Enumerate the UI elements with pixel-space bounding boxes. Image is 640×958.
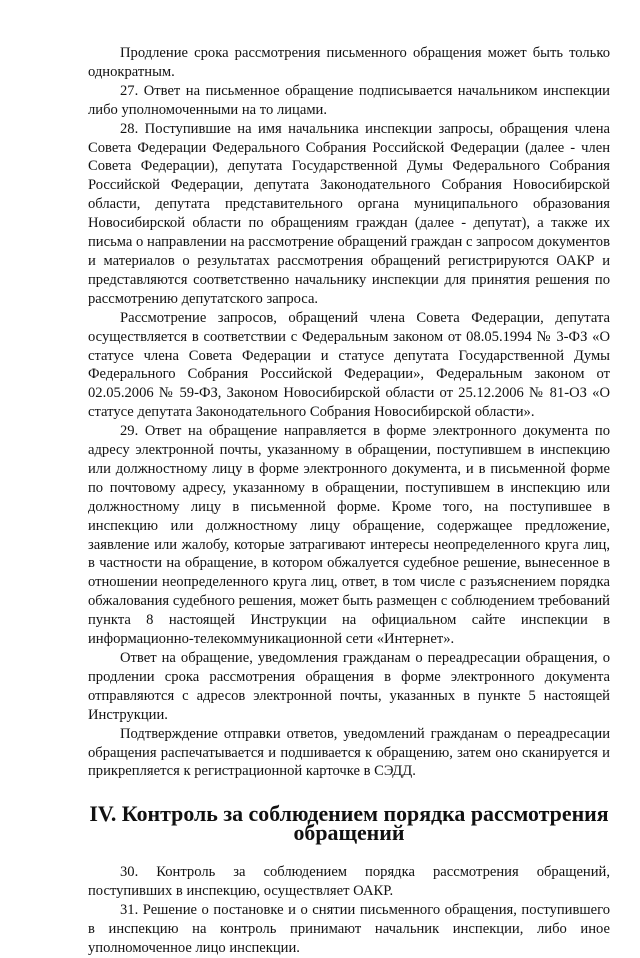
paragraph-29-email: Ответ на обращение, уведомления гражданам о переадресации обращения, о продлении срока рассмотрения обращения в форме электронного документа отправляются с адресов электронной почты, указанных в пункте 5 настоящей Инструкции.	[88, 650, 610, 723]
document-page	[88, 44, 610, 958]
paragraph-28-continued: Рассмотрение запросов, обращений члена Совета Федерации, депутата осуществляется в соответствии с Федеральным законом от 08.05.1994 № 3-ФЗ «О статусе члена Совета Федерации и статусе депутата Государственной Думы Федерального Собрания Российской Федерации», Федеральным законом от 02.05.2006 № 59-ФЗ, Законом Новосибирской области от 25.12.2006 № 81-ОЗ «О статусе депутата Законодательного Собрания Новосибирской области».	[88, 309, 610, 421]
paragraph-29: 29. Ответ на обращение направляется в форме электронного документа по адресу электронной почты, указанному в обращении, поступившем в инспекцию или должностному лицу в форме электронного документа, и в письменной форме по почтовому адресу, указанному в обращении, поступившем в инспекцию или должностному лицу в письменной форме. Кроме того, на поступившее в инспекцию или должностному лицу обращение, содержащее предложение, заявление или жалобу, которые затрагивают интересы неопределенного круга лиц, в частности на обращение, в котором обжалуется судебное решение, вынесенное в отношении неопределенного круга лиц, ответ, в том числе с разъяснением порядка обжалования судебного решения, может быть размещен с соблюдением требований пункта 8 настоящей Инструкции на официальном сайте инспекции в информационно-телекоммуникационной сети «Интернет».	[88, 423, 610, 648]
paragraph-28: 28. Поступившие на имя начальника инспекции запросы, обращения члена Совета Федерации Федерального Собрания Российской Федерации (далее - член Совета Федерации), депутата Государственной Думы Федерального Собрания Российской Федерации, депутата Законодательного Собрания Новосибирской области, депутата представительного органа муниципального образования Новосибирской области по обращениям граждан (далее - депутат), а также их письма о направлении на рассмотрение обращений граждан с запросом документов и материалов о результатах рассмотрения обращений регистрируются ОАКР и представляются соответственно начальнику инспекции для принятия решения по рассмотрению депутатского запроса.	[88, 120, 610, 307]
section-heading: IV. Контроль за соблюдением порядка рассмотрения обращений	[89, 801, 609, 846]
paragraph-30: 30. Контроль за соблюдением порядка рассмотрения обращений, поступивших в инспекцию, осуществляет ОАКР.	[88, 864, 610, 900]
paragraph-27: 27. Ответ на письменное обращение подписывается начальником инспекции либо уполномоченными на то лицами.	[88, 82, 610, 118]
paragraph-29-confirmation: Подтверждение отправки ответов, уведомлений гражданам о переадресации обращения распечатывается и подшивается к обращению, затем оно сканируется и прикрепляется к регистрационной карточке в СЭДД.	[88, 725, 610, 780]
paragraph-31: 31. Решение о постановке и о снятии письменного обращения, поступившего в инспекцию на контроль принимают начальник инспекции, либо иное уполномоченное лицо инспекции.	[88, 901, 610, 956]
paragraph-extension-once: Продление срока рассмотрения письменного обращения может быть только однократным.	[88, 45, 610, 80]
